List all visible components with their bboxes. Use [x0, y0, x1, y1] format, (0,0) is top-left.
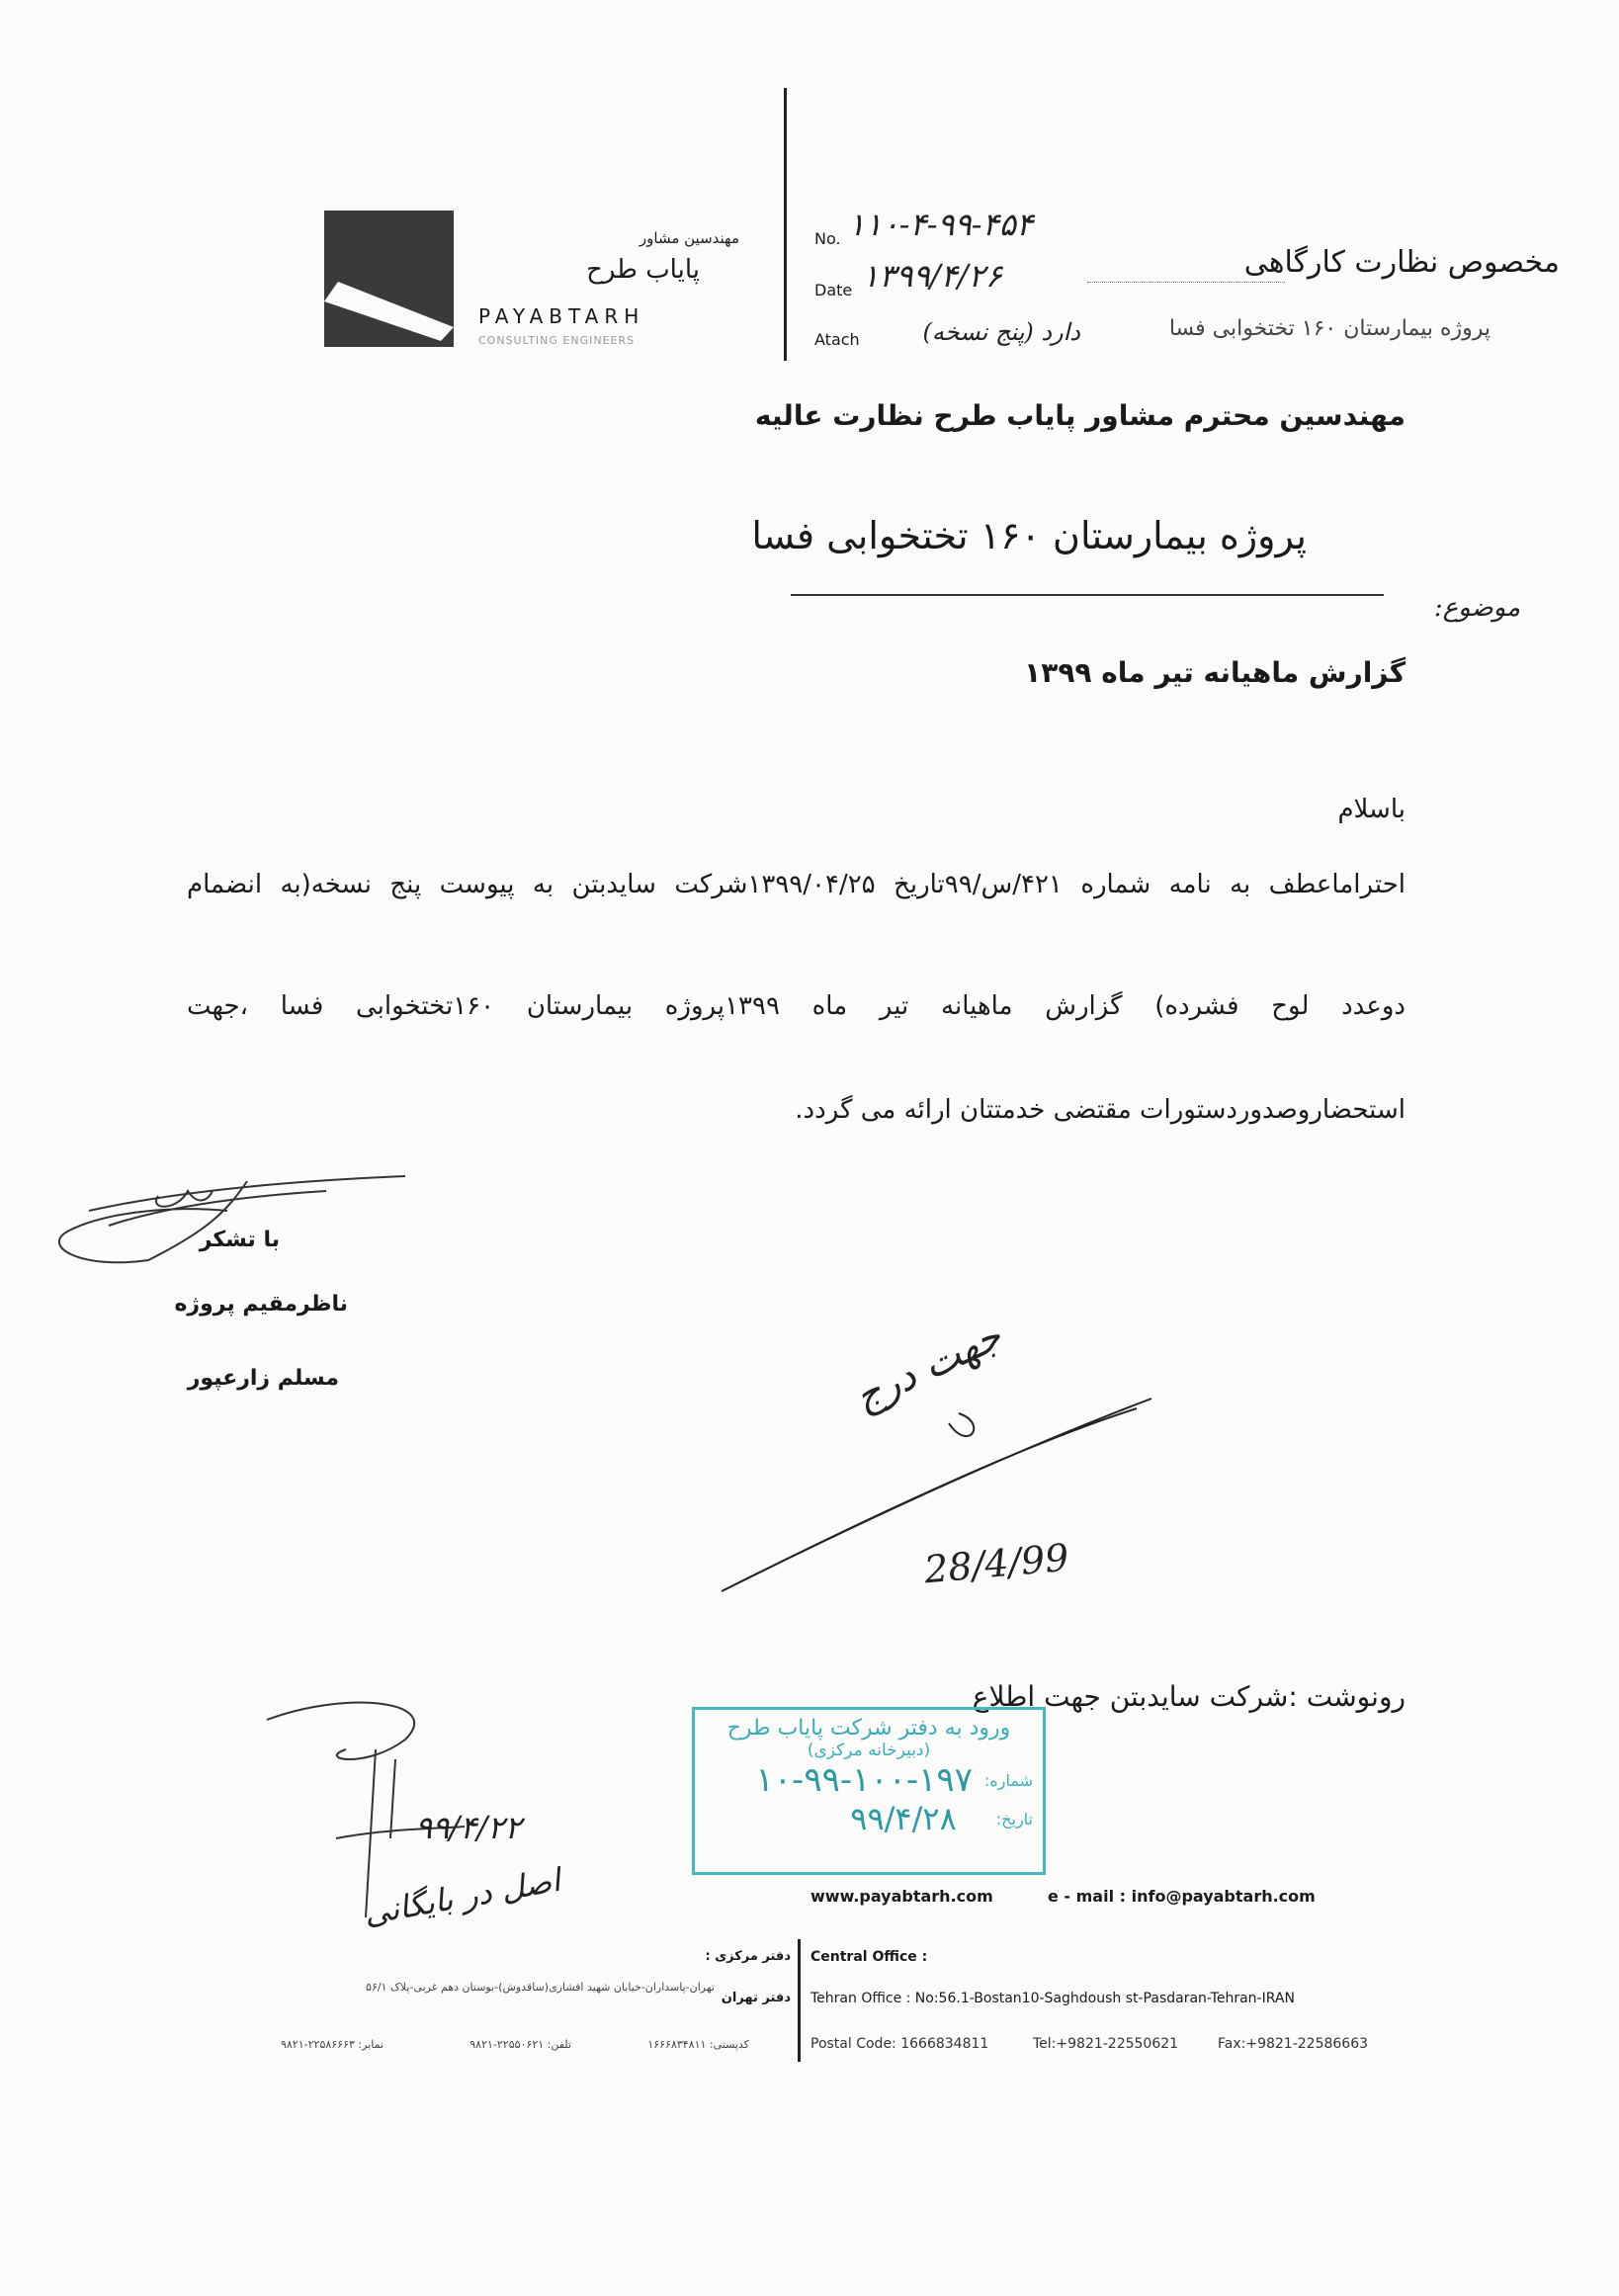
recipient-heading: مهندسین محترم مشاور پایاب طرح نظارت عالیه	[754, 399, 1406, 432]
project-title: پروژه بیمارستان ۱۶۰ تختخوابی فسا	[751, 514, 1307, 557]
attach-label: Atach	[814, 330, 860, 349]
stamp-title: ورود به دفتر شرکت پایاب طرح	[726, 1716, 1011, 1741]
category-underline	[1087, 282, 1285, 283]
central-office-en: Central Office :	[810, 1949, 928, 1965]
fax-en: Fax:+9821-22586663	[1218, 2036, 1369, 2052]
logo-subtitle-fa: مهندسین مشاور	[639, 229, 739, 247]
handwritten-date: 28/4/99	[922, 1535, 1071, 1592]
tel-en: Tel:+9821-22550621	[1033, 2036, 1179, 2052]
logo-tagline-en: CONSULTING ENGINEERS	[478, 334, 636, 347]
number-label: No.	[814, 229, 841, 248]
tehran-address-fa: تهران-پاسداران-خیابان شهید افشاری(ساقدوش)-بوستان دهم غربی-پلاک ۵۶/۱	[366, 1981, 715, 1994]
website-link[interactable]: www.payabtarh.com	[810, 1887, 993, 1906]
stamp-subtitle: (دبیرخانه مرکزی)	[807, 1741, 931, 1760]
header-divider	[784, 88, 787, 361]
tehran-office-en: Tehran Office : No:56.1-Bostan10-Saghdoush st-Pasdaran-Tehran-IRAN	[810, 1991, 1295, 2006]
date-value: ۱۳۹۹/۴/۲۶	[862, 257, 1002, 295]
stamp-date-label: تاریخ:	[995, 1809, 1033, 1828]
tel-fa: تلفن: ۲۲۵۵۰۶۲۱-۹۸۲۱	[469, 2038, 571, 2051]
signature	[30, 1151, 405, 1270]
logo-name-en: PAYABTARH	[478, 304, 645, 328]
signer-name: مسلم زارعپور	[187, 1366, 339, 1391]
category-title: مخصوص نظارت کارگاهی	[1243, 245, 1560, 280]
signer-title: ناظرمقیم پروژه	[174, 1292, 348, 1317]
subject-text: گزارش ماهیانه تیر ماه ۱۳۹۹	[1024, 656, 1406, 689]
stamp-number-label: شماره:	[983, 1770, 1033, 1790]
postal-fa: کدپستی: ۱۶۶۶۸۳۴۸۱۱	[647, 2038, 749, 2051]
attach-value: دارد (پنج نسخه)	[922, 318, 1080, 346]
greeting: باسلام	[1337, 795, 1406, 824]
stamp-number-value: ۱۰-۹۹-۱۰۰-۱۹۷	[755, 1760, 973, 1800]
logo-name-fa: پایاب طرح	[586, 255, 700, 285]
tehran-office-fa: دفتر تهران	[721, 1991, 791, 2005]
central-office-fa: دفتر مرکزی :	[705, 1949, 791, 1964]
body-line-2: دوعدد لوح فشرده) گزارش ماهیانه تیر ماه ۱۳۹۹پروژه بیمارستان ۱۶۰تختخوابی فسا ،جهت	[187, 991, 1406, 1021]
date-label: Date	[814, 281, 853, 299]
subject-label: موضوع:	[1433, 593, 1520, 623]
stamp-date-value: ۹۹/۴/۲۸	[850, 1800, 957, 1837]
email-link[interactable]: e - mail : info@payabtarh.com	[1048, 1887, 1316, 1906]
left-note: اصل در بایگانی	[361, 1860, 563, 1933]
number-value: ۱۱۰-۴-۹۹-۴۵۴	[848, 206, 1034, 243]
title-underline	[791, 594, 1384, 596]
closing: با تشکر	[199, 1228, 280, 1252]
handwritten-note: جهت درج	[847, 1313, 1009, 1421]
postal-en: Postal Code: 1666834811	[810, 2036, 989, 2052]
footer-divider	[798, 1939, 801, 2062]
fax-fa: نمابر: ۲۲۵۸۶۶۶۳-۹۸۲۱	[281, 2038, 383, 2051]
body-line-3: استحضاروصدوردستورات مقتضی خدمتتان ارائه می گردد.	[795, 1095, 1406, 1125]
company-logo	[324, 211, 454, 347]
receipt-stamp	[692, 1707, 1046, 1875]
cc-line: رونوشت :شرکت سایدبتن جهت اطلاع	[972, 1680, 1406, 1713]
body-line-1: احتراماعطف به نامه شماره ۴۲۱/س/۹۹تاریخ ۱۳۹۹/۰۴/۲۵شرکت سایدبتن به پیوست پنج نسخه(به انضمام	[187, 870, 1406, 899]
left-note-date: ۹۹/۴/۲۲	[415, 1809, 522, 1846]
project-line: پروژه بیمارستان ۱۶۰ تختخوابی فسا	[1168, 316, 1491, 341]
